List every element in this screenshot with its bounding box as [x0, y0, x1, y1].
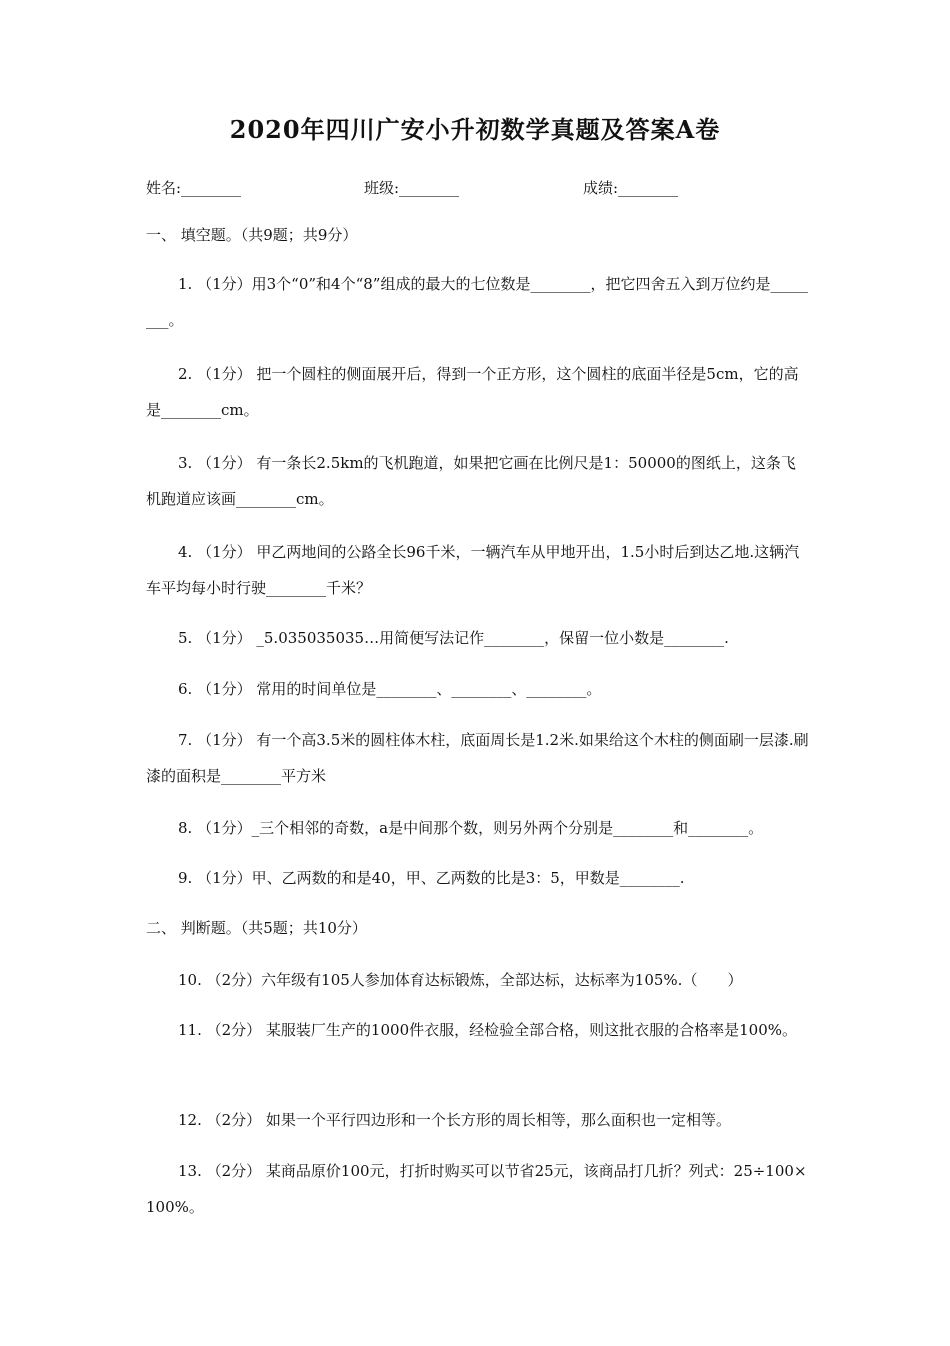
name-field-label: 姓名:________ — [146, 179, 242, 197]
question-item: 13. （2分） 某商品原价100元，打折时购买可以节省25元，该商品打几折？列式：25÷100×100%。 — [146, 1162, 807, 1216]
question-item: 7. （1分） 有一个高3.5米的圆柱体木柱，底面周长是1.2米.如果给这个木柱的侧面刷一层漆.刷漆的面积是________平方米 — [146, 731, 809, 785]
section-heading-judgment: 二、 判断题。（共5题；共10分） — [146, 919, 367, 937]
question-item: 1. （1分）用3个“0”和4个“8”组成的最大的七位数是________，把它四舍五入到万位约是________。 — [146, 275, 808, 329]
question-item: 8. （1分）_三个相邻的奇数，a是中间那个数，则另外两个分别是________和________。 — [178, 819, 764, 837]
question-item: 6. （1分） 常用的时间单位是________、________、________。 — [178, 680, 602, 698]
class-field-label: 班级:________ — [364, 179, 460, 197]
question-item: 2. （1分） 把一个圆柱的侧面展开后，得到一个正方形，这个圆柱的底面半径是5cm，它的高是________cm。 — [146, 365, 799, 419]
question-item: 3. （1分） 有一条长2.5km的飞机跑道，如果把它画在比例尺是1：50000的图纸上，这条飞机跑道应该画________cm。 — [146, 454, 796, 508]
question-item: 11. （2分） 某服装厂生产的1000件衣服，经检验全部合格，则这批衣服的合格率是100%。 — [178, 1021, 797, 1039]
question-item: 12. （2分） 如果一个平行四边形和一个长方形的周长相等，那么面积也一定相等。 — [178, 1111, 731, 1129]
question-item: 10. （2分）六年级有105人参加体育达标锻炼，全部达标，达标率为105%.（ ） — [178, 971, 743, 989]
question-item: 9. （1分）甲、乙两数的和是40，甲、乙两数的比是3：5，甲数是________. — [178, 869, 685, 887]
question-item: 4. （1分） 甲乙两地间的公路全长96千米，一辆汽车从甲地开出，1.5小时后到达乙地.这辆汽车平均每小时行驶________千米？ — [146, 543, 800, 597]
page-title: 2020年四川广安小升初数学真题及答案A卷 — [229, 115, 721, 144]
score-field-label: 成绩:________ — [583, 179, 679, 197]
question-item: 5. （1分） _5.035035035…用简便写法记作________，保留一位小数是________. — [178, 629, 729, 647]
student-info-row — [146, 176, 826, 200]
section-heading-fill-in: 一、 填空题。（共9题；共9分） — [146, 226, 358, 244]
